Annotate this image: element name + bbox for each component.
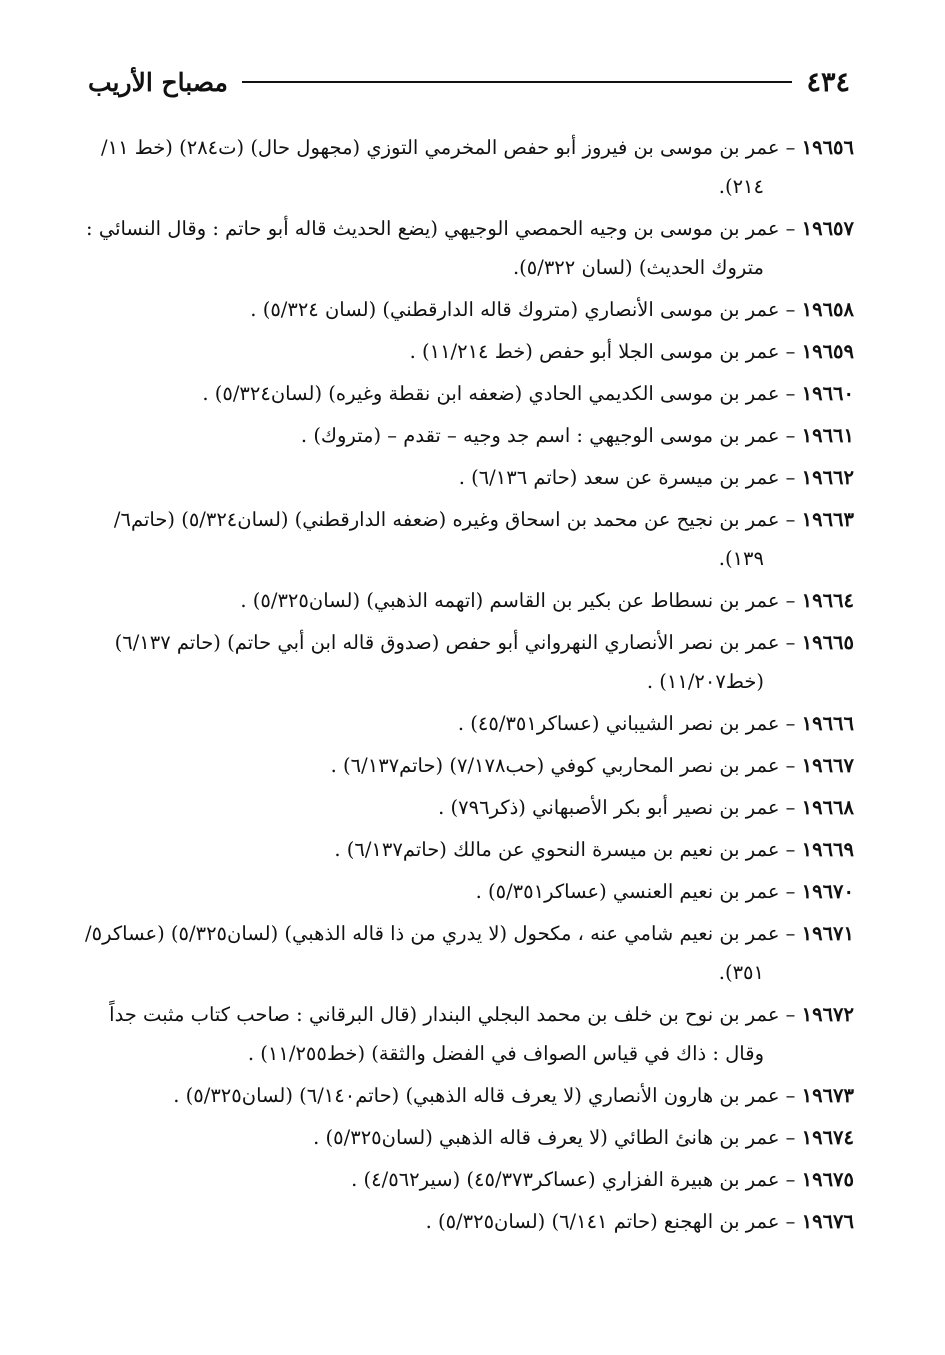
entry-number: ١٩٦٧٣ [801,1084,854,1107]
entry-number: ١٩٦٧٤ [801,1126,854,1149]
entry-text: – عمر بن هبيرة الفزاري (عساكر٤٥/٣٧٣) (سير٤/٥٦٢) . [351,1168,796,1191]
header-rule [242,81,793,83]
entry-number: ١٩٦٦٣ [801,508,854,531]
entry-number: ١٩٦٦١ [801,424,854,447]
entry [84,1202,854,1241]
entry-number: ١٩٦٦٤ [801,589,854,612]
entry [84,581,854,620]
entry-text: – عمر بن نجيح عن محمد بن اسحاق وغيره (ضعفه الدارقطني) (لسان٥/٣٢٤) (حاتم٦/ ١٣٩). [113,508,796,570]
entry-text: – عمر بن نعيم العنسي (عساكر٥/٣٥١) . [475,880,796,903]
entry-text: – عمر بن نصير أبو بكر الأصبهاني (ذكر٧٩٦) . [438,796,796,819]
entry-number: ١٩٦٧٢ [801,1003,854,1026]
entry-number: ١٩٦٦٢ [801,466,854,489]
entry-text: – عمر بن نصر الشيباني (عساكر٤٥/٣٥١) . [457,712,796,735]
entry-text: – عمر بن نعيم بن ميسرة النحوي عن مالك (حاتم٦/١٣٧) . [334,838,796,861]
entry [84,1160,854,1199]
entry [84,830,854,869]
entry-number: ١٩٦٧٠ [801,880,854,903]
entry-number: ١٩٦٦٨ [801,796,854,819]
entry-number: ١٩٦٥٧ [801,217,854,240]
entry-text: – عمر بن هانئ الطائي (لا يعرف قاله الذهبي (لسان٥/٣٢٥) . [313,1126,796,1149]
entry-text: – عمر بن موسى بن وجيه الحمصي الوجيهي (يضع الحديث قاله أبو حاتم : وقال النسائي : متروك الحديث) (لسان ٥/٣٢٢). [86,217,796,279]
entry-number: ١٩٦٦٦ [801,712,854,735]
entry [84,128,854,206]
entry [84,1076,854,1115]
entry-list [84,128,854,1244]
entry-number: ١٩٦٧٥ [801,1168,854,1191]
entry-text: – عمر بن ميسرة عن سعد (حاتم ٦/١٣٦) . [458,466,796,489]
entry [84,1118,854,1157]
entry [84,500,854,578]
entry-number: ١٩٦٧٦ [801,1210,854,1233]
page-number: ٤٣٤ [806,66,850,98]
entry [84,995,854,1073]
entry-text: – عمر بن موسى الكديمي الحادي (ضعفه ابن نقطة وغيره) (لسان٥/٣٢٤) . [202,382,796,405]
entry-text: – عمر بن نصر المحاربي كوفي (حب٧/١٧٨) (حاتم٦/١٣٧) . [330,754,796,777]
entry [84,290,854,329]
entry-text: – عمر بن نصر الأنصاري النهرواني أبو حفص (صدوق قاله ابن أبي حاتم) (حاتم ٦/١٣٧) (خط١١/٢٠٧) . [114,631,796,693]
entry-text: – عمر بن نوح بن خلف بن محمد البجلي البندار (قال البرقاني : صاحب كتاب مثبت جداً وقال : ذاك في قياس الصواف في الفضل والثقة) (خط١١/٢٥٥) . [109,1003,796,1065]
entry-number: ١٩٦٦٩ [801,838,854,861]
entry [84,623,854,701]
page-header [88,62,850,102]
entry [84,332,854,371]
entry-text: – عمر بن موسى الأنصاري (متروك قاله الدارقطني) (لسان ٥/٣٢٤) . [250,298,796,321]
entry-text: – عمر بن موسى بن فيروز أبو حفص المخرمي التوزي (مجهول حال) (ت٢٨٤) (خط ١١/ ٢١٤). [101,136,796,198]
entry [84,872,854,911]
entry-text: – عمر بن موسى الوجيهي : اسم جد وجيه – تقدم – (متروك) . [300,424,796,447]
entry-text: – عمر بن الهجنع (حاتم ٦/١٤١) (لسان٥/٣٢٥) . [425,1210,796,1233]
entry-number: ١٩٦٥٦ [801,136,854,159]
entry-number: ١٩٦٥٩ [801,340,854,363]
entry-text: – عمر بن هارون الأنصاري (لا يعرف قاله الذهبي) (حاتم٦/١٤٠) (لسان٥/٣٢٥) . [173,1084,796,1107]
entry-number: ١٩٦٧١ [801,922,854,945]
entry-number: ١٩٦٥٨ [801,298,854,321]
entry [84,374,854,413]
entry-text: – عمر بن نعيم شامي عنه ، مكحول (لا يدري من ذا قاله الذهبي) (لسان٥/٣٢٥) (عساكر٥/ ٣٥١). [85,922,796,984]
entry-number: ١٩٦٦٠ [801,382,854,405]
entry [84,704,854,743]
entry-number: ١٩٦٦٥ [801,631,854,654]
running-title: مصباح الأريب [88,67,228,97]
entry-text: – عمر بن موسى الجلا أبو حفص (خط ١١/٢١٤) . [409,340,796,363]
entry-text: – عمر بن نسطاط عن بكير بن القاسم (اتهمه الذهبي) (لسان٥/٣٢٥) . [240,589,796,612]
entry [84,458,854,497]
entry [84,914,854,992]
entry [84,746,854,785]
entry [84,788,854,827]
entry-number: ١٩٦٦٧ [801,754,854,777]
entry [84,416,854,455]
entry [84,209,854,287]
